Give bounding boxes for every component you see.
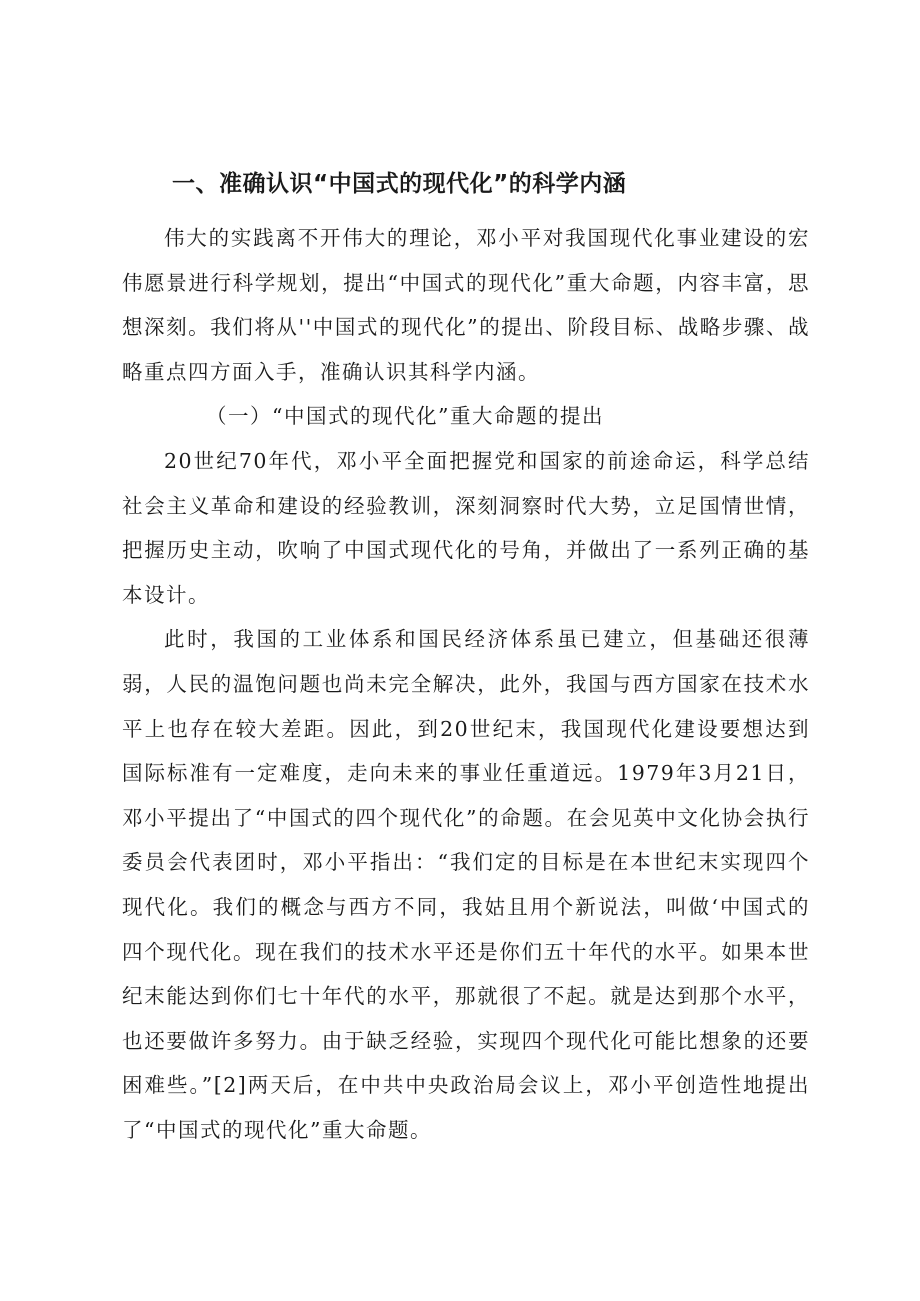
body-paragraph-2: 此时，我国的工业体系和国民经济体系虽已建立，但基础还很薄弱，人民的温饱问题也尚未完全解决，此外，我国与西方国家在技术水平上也存在较大差距。因此，到20世纪末，我国现代化建设要想达到国际标准有一定难度，走向未来的事业任重道远。1979年3月21日，邓小平提出了“中国式的四个现代化”的命题。在会见英中文化协会执行委员会代表团时，邓小平指出：“我们定的目标是在本世纪末实现四个现代化。我们的概念与西方不同，我姑且用个新说法，叫做‘中国式的四个现代化。现在我们的技术水平还是你们五十年代的水平。如果本世纪末能达到你们七十年代的水平，那就很了不起。就是达到那个水平，也还要做许多努力。由于缺乏经验，实现四个现代化可能比想象的还要困难些。”[2]两天后，在中共中央政治局会议上，邓小平创造性地提出了“中国式的现代化”重大命题。 — [122, 627, 810, 1142]
intro-paragraph: 伟大的实践离不开伟大的理论，邓小平对我国现代化事业建设的宏伟愿景进行科学规划，提出“中国式的现代化”重大命题，内容丰富，思想深刻。我们将从''中国式的现代化”的提出、阶段目标、战略步骤、战略重点四方面入手，准确认识其科学内涵。 — [122, 226, 810, 384]
body-paragraph-1: 20世纪70年代，邓小平全面把握党和国家的前途命运，科学总结社会主义革命和建设的经验教训，深刻洞察时代大势，立足国情世情，把握历史主动，吹响了中国式现代化的号角，并做出了一系列正确的基本设计。 — [122, 448, 810, 607]
subsection-heading: （一）“中国式的现代化”重大命题的提出 — [206, 404, 604, 429]
document-body — [122, 164, 810, 1152]
section-heading: 一、准确认识“中国式的现代化”的科学内涵 — [172, 171, 627, 197]
